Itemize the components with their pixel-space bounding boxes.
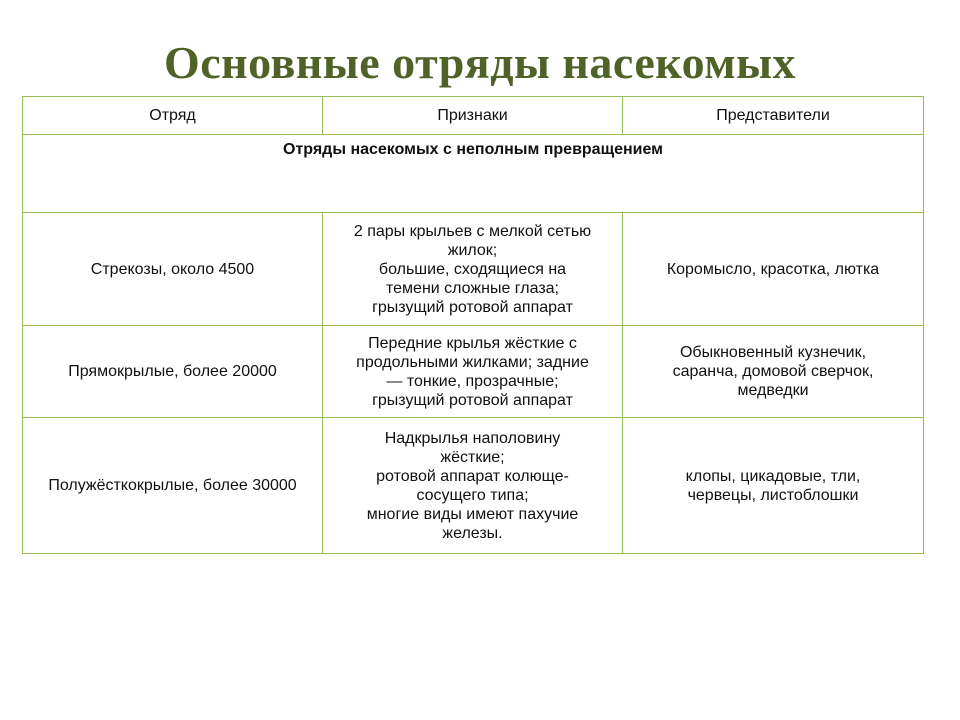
signs-line: 2 пары крыльев с мелкой сетью — [353, 222, 592, 240]
header-representatives: Представители — [623, 97, 924, 135]
signs-line: большие, сходящиеся на — [378, 260, 567, 278]
signs-line: Надкрылья наполовину — [384, 429, 561, 447]
signs-line: жёсткие; — [440, 448, 505, 466]
order-cell: Полужёсткокрылые, более 30000 — [23, 418, 323, 554]
representatives-line: саранча, домовой сверчок, — [672, 363, 874, 380]
signs-cell — [323, 213, 623, 326]
section-row — [23, 135, 924, 213]
signs-line: — тонкие, прозрачные; — [386, 372, 559, 390]
representatives-line: червецы, листоблошки — [687, 486, 859, 504]
signs-line: темени сложные глаза; — [386, 279, 559, 297]
signs-line: продольными жилками; задние — [356, 353, 589, 371]
slide-title: Основные отряды насекомых — [163, 37, 797, 88]
header-order: Отряд — [23, 97, 323, 135]
signs-line: многие виды имеют пахучие — [366, 505, 579, 523]
representatives-line: Обыкновенный кузнечик, — [679, 344, 867, 361]
representatives-cell — [623, 326, 924, 418]
signs-line: железы. — [442, 524, 503, 542]
representatives-cell — [623, 213, 924, 326]
order-cell: Прямокрылые, более 20000 — [23, 326, 323, 418]
signs-cell — [323, 326, 623, 418]
signs-line: грызущий ротовой аппарат — [372, 298, 573, 316]
signs-line: жилок; — [447, 241, 498, 259]
order-cell: Стрекозы, около 4500 — [23, 213, 323, 326]
header-signs: Признаки — [323, 97, 623, 135]
insect-orders-table — [22, 96, 924, 554]
signs-line: Передние крылья жёсткие с — [368, 334, 577, 352]
representatives-line: медведки — [737, 382, 809, 399]
table-header-row — [23, 97, 924, 135]
signs-line: грызущий ротовой аппарат — [372, 391, 573, 409]
representatives-cell — [623, 418, 924, 554]
signs-line: ротовой аппарат колюще- — [376, 467, 569, 485]
section-title: Отряды насекомых с неполным превращением — [23, 135, 924, 213]
table-row — [23, 213, 924, 326]
signs-cell — [323, 418, 623, 554]
signs-line: сосущего типа; — [416, 486, 529, 504]
table-row — [23, 418, 924, 554]
representatives-line: клопы, цикадовые, тли, — [685, 467, 861, 485]
table-row — [23, 326, 924, 418]
representatives-line: Коромысло, красотка, лютка — [666, 260, 880, 278]
